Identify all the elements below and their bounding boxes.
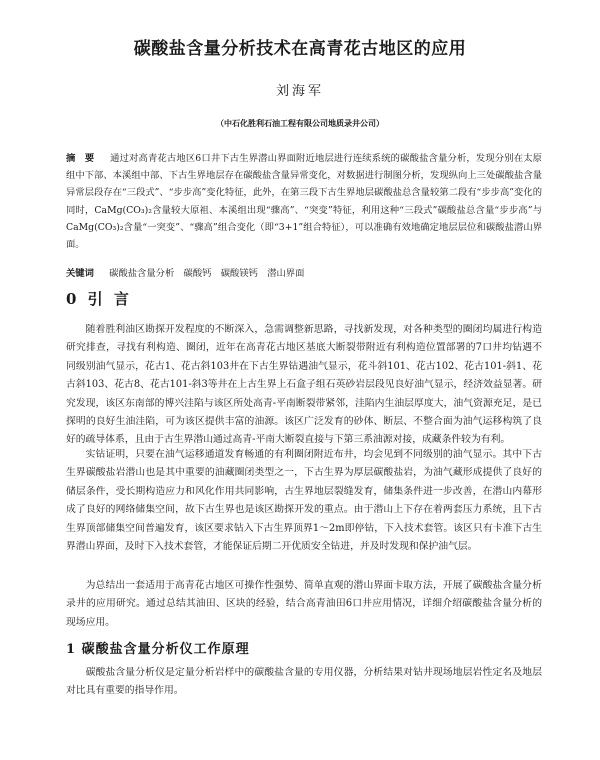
- principle-paragraph: 碳酸盐含量分析仪是定量分析岩样中的碳酸盐含量的专用仪器，分析结果对钻井现场地层岩性定名及地层对比具有重要的指导作用。: [66, 667, 542, 697]
- intro-paragraph-1: 随着胜利油区勘探开发程度的不断深入，急需调整新思路，寻找新发现，对各种类型的圈闭均属进行构造研究排查，寻找有利构造、圈闭，近年在高青花古地区基底大断裂带附近有利构造位置部署的7口井均钻遇不同级别油气显示，花古1、花古斜103井在下古生界钻遇油气显示，花斗斜101、花古102、花古101-斜1、花古斜103、花古8、花古101-斜3等井在上古生界上石盒子组石英砂岩层段见良好油气显示，经济效益显著。研究发现，该区东南部的博兴洼陷与该区所处高青-平南断裂带紧邻，洼陷内生油层厚度大，油气资源充足，是已探明的良好生油洼陷，可为该区提供丰富的油源。该区广泛发育的砂体、断层、不整合面为油气运移构筑了良好的疏导体系，且由于古生界潜山通过高青-平南大断裂直接与下第三系油源对接，成藏条件较为有利。: [66, 324, 542, 446]
- abstract: [66, 150, 542, 253]
- keywords: [66, 265, 542, 282]
- intro-paragraph-3: 为总结出一套适用于高青花古地区可操作性强势、简单直观的潜山界面卡取方法，开展了碳酸盐含量分析录井的应用研究。通过总结其油田、区块的经验，结合高青油田6口井应用情况，详细介绍碳酸盐含量分析的现场应用。: [66, 580, 542, 628]
- intro-paragraph-2: 实钻证明，只要在油气运移通道发育畅通的有利圈闭附近布井，均会见到不同级别的油气显示。其中下古生界碳酸盐岩潜山也是其中重要的油藏圈闭类型之一，下古生界为厚层碳酸盐岩，为油气藏形成提供了良好的储层条件，受长期构造应力和风化作用共同影响，古生界地层裂缝发育，储集条件进一步改善，在潜山内幕形成了良好的网络储集空间，故下古生界也是该区勘探开发的重点。由于潜山上下存在着两套压力系统，且下古生界顶部储集空间普遍发育，该区要求钻入下古生界顶界1～2m即停钻，下入技术套管。该区只有卡准下古生界潜山界面，及时下入技术套管，才能保证后期二开优质安全钻进，并及时发现和保护油气层。: [66, 449, 542, 553]
- keywords-label: 关键词: [66, 268, 94, 279]
- author-affiliation: （中石化胜利石油工程有限公司地质录井公司）: [216, 118, 384, 128]
- paper-title: 碳酸盐含量分析技术在高青花古地区的应用: [133, 39, 467, 59]
- author-name: 刘海军: [275, 84, 324, 99]
- keywords-text: 碳酸盐含量分析 碳酸钙 碳酸镁钙 潜山界面: [109, 268, 305, 279]
- abstract-label: 摘 要: [66, 153, 95, 164]
- section-heading-principle: 1 碳酸盐含量分析仪工作原理: [66, 642, 250, 657]
- section-heading-introduction: 0 引 言: [66, 290, 132, 308]
- abstract-text: 通过对高青花古地区6口井下古生界潜山界面附近地层进行连续系统的碳酸盐含量分析，发现分别在太原组中下部、本溪组中部、下古生界地层存在碳酸盐含量异常变化，对数据进行制图分析，发现纵向上三处碳酸盐含量异常层段存在“三段式”、“步步高”变化特征，此外，在第三段下古生界地层碳酸盐总含量较第二段有“步步高”变化的同时，CaMg(CO₃)₂含量较大原祖、本溪组出现“骤高”、“突变”特征，利用这种“三段式”碳酸盐总含量“步步高”与CaMg(CO₃)₂含量“一突变”、“骤高”组合变化（即“3+1”组合特征），可以准确有效地确定地层层位和碳酸盐潜山界面。: [66, 153, 542, 251]
